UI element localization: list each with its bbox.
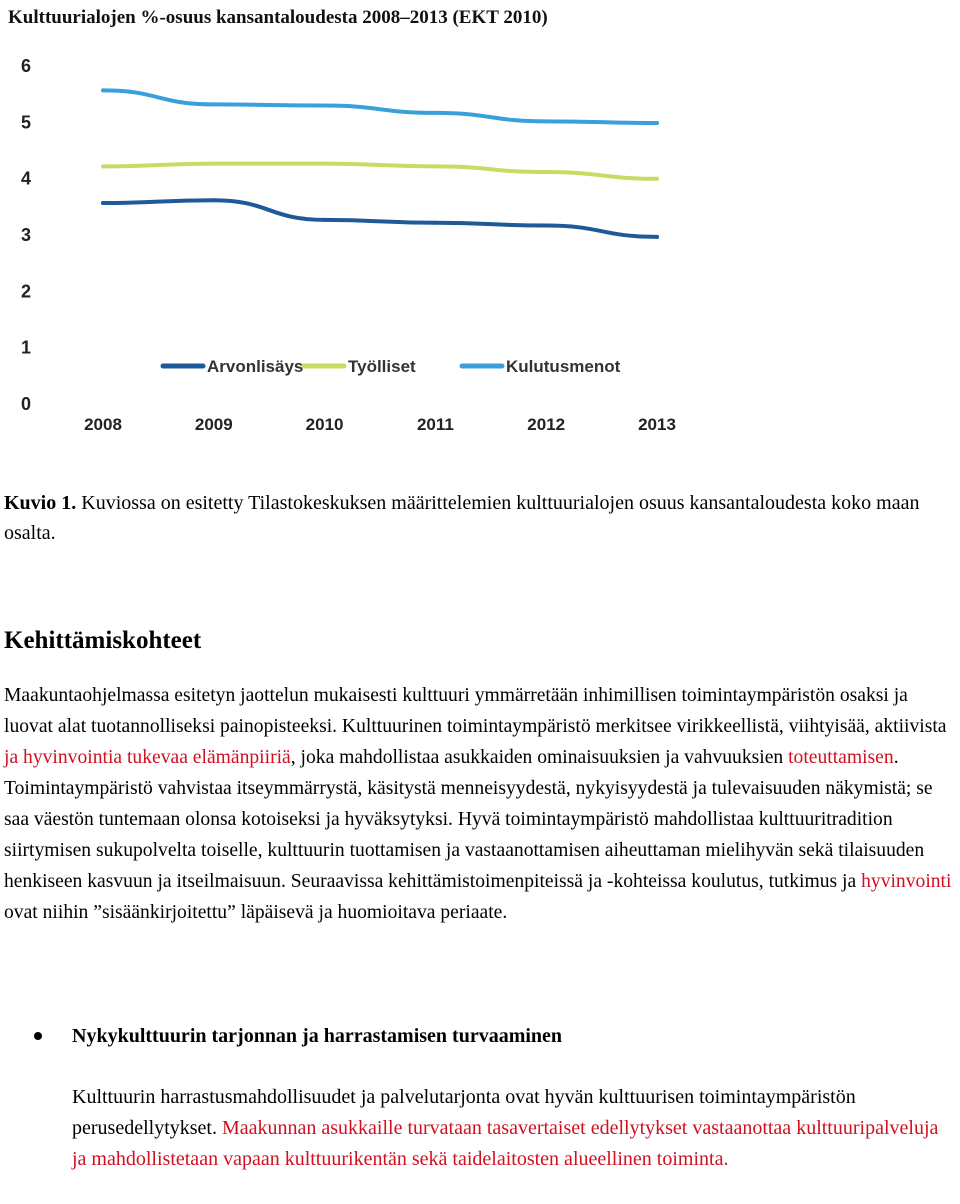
series-lines: [101, 88, 659, 238]
chart-title: Kulttuurialojen %-osuus kansantaloudesta 2008–2013 (EKT 2010): [8, 7, 548, 28]
para-highlight-2: toteuttamisen: [788, 747, 894, 768]
x-axis-ticks: [84, 415, 676, 434]
legend: [163, 357, 621, 376]
y-tick-label: 2: [20, 281, 32, 302]
legend-label: Kulutusmenot: [506, 357, 621, 376]
y-tick-label: 0: [20, 394, 32, 414]
data-point: [212, 198, 216, 202]
data-point: [433, 164, 437, 168]
figure-caption: [4, 488, 956, 548]
x-tick-label: 2009: [194, 415, 233, 434]
bullet-text: Kulttuurin harrastusmahdollisuudet ja palvelutarjonta ovat hyvän kulttuurisen toimintaympäristön perusedellytykset.: [72, 1086, 856, 1139]
caption-text: Kuviossa on esitetty Tilastokeskuksen määrittelemien kulttuurialojen osuus kansantaloudesta koko maan osalta.: [4, 492, 920, 544]
data-point: [101, 88, 105, 92]
series-line-1: [103, 164, 657, 179]
para-text-1: Maakuntaohjelmassa esitetyn jaottelun mukaisesti kulttuuri ymmärretään inhimillisen toimintaympäristön osaksi ja luovat alat tuotannolliseksi painopisteeksi. Kulttuurinen toimintaympäristö merkitsee virikkeellistä, viihtyisää, aktiivista: [4, 685, 947, 737]
x-tick-label: 2008: [84, 415, 122, 434]
para-text-2: , joka mahdollistaa asukkaiden ominaisuuksien ja vahvuuksien: [290, 747, 789, 768]
para-highlight-3: hyvinvointi: [861, 871, 952, 892]
legend-label: Arvonlisäys: [207, 357, 304, 376]
data-point: [655, 177, 659, 181]
data-point: [212, 102, 216, 106]
data-point: [433, 221, 437, 225]
y-tick-label: 5: [20, 112, 32, 133]
section-heading: Kehittämiskohteet: [4, 627, 202, 654]
section-paragraph: [4, 680, 960, 928]
y-axis-ticks: [21, 56, 31, 414]
bullet-paragraph: [72, 1082, 952, 1175]
para-text-3: . Toimintaympäristö vahvistaa itseymmärrystä, käsitystä menneisyydestä, nykyisyydestä ja tulevaisuuden näkymistä; se saa väestön tuntemaan olonsa kotoiseksi ja hyväksytyksi. Hyvä toimintaympäristö mahdollistaa kulttuuritradition siirtymisen sukupolvelta toiselle, kulttuurin tuottamisen ja vastaanottamisen aiheuttaman mielihyvän sekä tilaisuuden henkiseen kasvuun ja itseilmaisuun. Seuraavissa kehittämistoimenpiteissä ja -kohteissa koulutus, tutkimus ja: [4, 747, 933, 892]
x-tick-label: 2010: [305, 415, 344, 434]
data-point: [544, 170, 548, 174]
series-line-0: [103, 200, 657, 237]
x-tick-label: 2012: [527, 415, 566, 434]
data-point: [212, 162, 216, 166]
para-text-4: ovat niihin ”sisäänkirjoitettu” läpäisevä ja huomioitava periaate.: [4, 902, 508, 923]
y-tick-label: 6: [20, 56, 32, 76]
legend-label: Työlliset: [348, 357, 416, 376]
data-point: [101, 164, 105, 168]
x-tick-label: 2013: [638, 415, 676, 434]
data-point: [323, 218, 327, 222]
series-line-2: [103, 90, 657, 123]
bullet-heading: Nykykulttuurin tarjonnan ja harrastamisen turvaaminen: [72, 1025, 563, 1047]
data-point: [433, 111, 437, 115]
bullet-item: [34, 1020, 562, 1052]
data-point: [544, 224, 548, 228]
data-point: [323, 104, 327, 108]
y-tick-label: 3: [20, 225, 32, 245]
data-point: [655, 121, 659, 125]
caption-label: Kuvio 1.: [4, 492, 77, 514]
para-highlight-1: ja hyvinvointia tukevaa elämänpiiriä: [4, 747, 291, 768]
data-point: [323, 162, 327, 166]
data-point: [544, 119, 548, 123]
data-point: [101, 201, 105, 205]
x-tick-label: 2011: [416, 415, 454, 434]
line-chart: [0, 0, 960, 470]
bullet-highlight: Maakunnan asukkaille turvataan tasavertaiset edellytykset vastaanottaa kulttuuripalveluja ja mahdollistetaan vapaan kulttuurikentän sekä taidelaitosten alueellinen toiminta.: [72, 1117, 939, 1170]
y-tick-label: 4: [20, 168, 32, 189]
y-tick-label: 1: [20, 337, 32, 358]
bullet-dot: [34, 1032, 42, 1040]
data-point: [655, 235, 659, 239]
